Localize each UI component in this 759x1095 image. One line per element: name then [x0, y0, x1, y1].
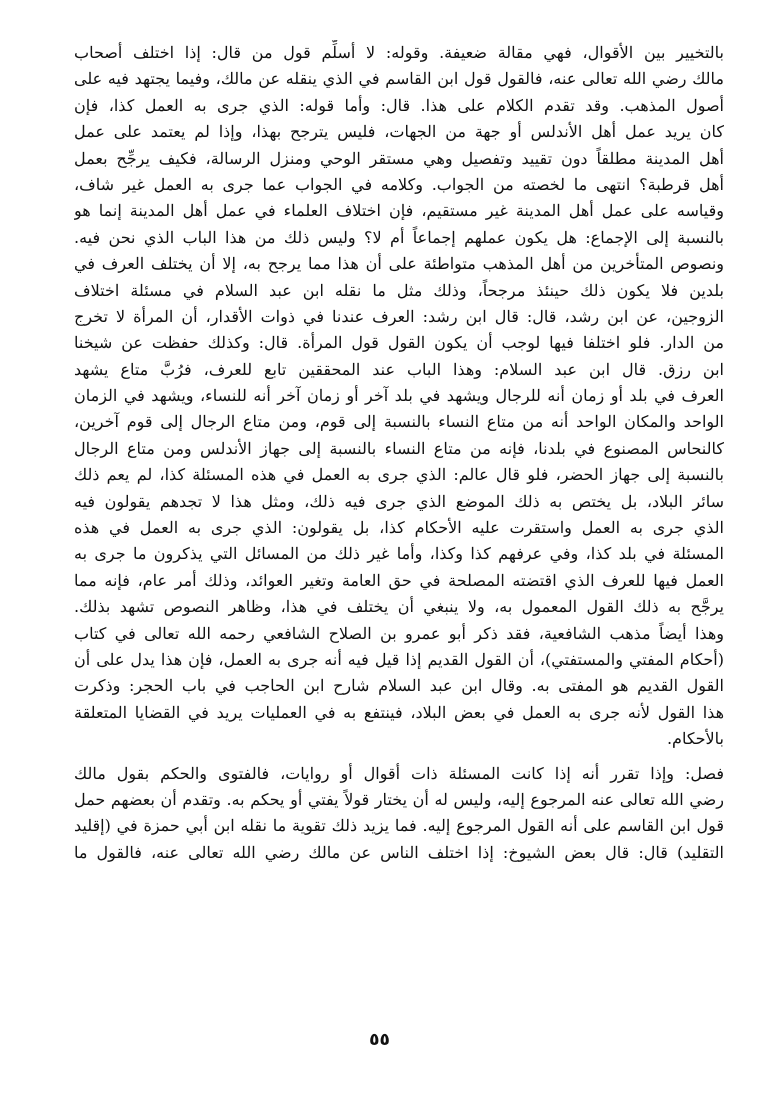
- text-line: المسئلة في بلد كذا، وفي عرفهم كذا وكذا، وأما غير ذلك من المسائل التي يذكرون ما جرى به: [74, 544, 724, 564]
- text-line: أهل قرطبة؟ انتهى ما لخصته من الجواب. وكلامه في الجواب عما جرى به العمل غير شاف،: [74, 174, 724, 194]
- text-line: الزوجين، عن ابن رشد، قال: قال ابن رشد: العرف عندنا في ذوات الأقدار، أن المرأة لا تخرج: [74, 306, 724, 326]
- text-line: من الدار. فلو اختلفا فيها لوجب أن يكون القول قول المرأة. قال: وكذلك حفظت عن شيخنا: [74, 333, 724, 353]
- text-line: العمل فيها للعرف الذي اقتضته المصلحة في حق العامة وتغير العوائد، وذلك أمر عام، فإنه مما: [74, 570, 724, 590]
- text-line: كان يريد عمل أهل الأندلس أو جهة من الجهات، فليس يترجح بهذا، وإذا لم يعتمد على عمل: [74, 122, 724, 142]
- text-line: وهذا أيضاً مذهب الشافعية، فقد ذكر أبو عمرو بن الصلاح الشافعي رحمه الله تعالى في كتاب: [74, 623, 724, 643]
- text-line: بالنسبة إلى الإجماع: هل يكون عملهم إجماعاً أم لا؟ وليس ذلك من هذا الباب الذي نحن فيه.: [74, 227, 724, 247]
- text-line: ابن رزق. قال ابن عبد السلام: وهذا الباب عند المحققين تابع للعرف، فرُبَّ متاع يشهد: [74, 359, 724, 379]
- text-line: الواحد والمكان الواحد أنه من متاع النساء بالنسبة إلى قوم، ومن متاع الرجال إلى قوم آخرين،: [74, 412, 724, 432]
- text-line: يرجَّح به ذلك القول المعمول به، ولا ينبغي أن يختلف في هذا، وظاهر النصوص تشهد بذلك.: [74, 597, 724, 617]
- text-line: الذي جرى به العمل واستقرت عليه الأحكام كذا، بل يقولون: الذي جرى به العمل في هذه: [74, 518, 724, 538]
- text-line: أهل المدينة مطلقاً دون تقييد وتفصيل وهي مستقر الوحي ومنزل الرسالة، فكيف يرجِّح بعمل: [74, 148, 724, 168]
- text-line: رضي الله تعالى عنه المرجوع إليه، وليس له أن يختار قولاً يفتي أو يحكم به. وتقدم أن بعضهم حمل: [74, 789, 724, 809]
- text-line: هذا القول لأنه جرى به العمل في بعض البلاد، فينتفع به في العمليات يريد في القضايا المتعلقة: [74, 702, 724, 722]
- text-line: القول القديم هو المفتى به. وقال ابن عبد السلام شارح ابن الحاجب في باب الحجر: وذكرت: [74, 676, 724, 696]
- text-line: (أحكام المفتي والمستفتي)، أن القول القديم إذا قيل فيه أنه جرى به العمل، فإن هذا يدل على أن: [74, 649, 724, 669]
- text-line: العرف في بلد أو زمان أنه للرجال ويشهد في بلد آخر أو زمان آخر أنه للنساء، ويشهد في الزمان: [74, 386, 724, 406]
- text-line: مالك رضي الله تعالى عنه، فالقول قول ابن القاسم في الذي ينقله عن مالك، وفيما يجتهد فيه على: [74, 69, 724, 89]
- text-line: سائر البلاد، بل يختص به ذلك الموضع الذي جرى فيه ذلك، ومثل هذا لا تجدهم يقولون فيه: [74, 491, 724, 511]
- section-paragraph: [74, 761, 724, 867]
- paragraph-gap: [74, 753, 724, 761]
- text-line: التقليد) قال: قال بعض الشيوخ: إذا اختلف الناس عن مالك رضي الله تعالى عنه، فالقول ما: [74, 842, 724, 862]
- main-text-block: [74, 40, 724, 753]
- text-line: فصل: وإذا تقرر أنه إذا كانت المسئلة ذات أقوال أو روايات، فالفتوى والحكم بقول مالك: [74, 763, 724, 783]
- text-line: بالتخيير بين الأقوال، فهي مقالة ضعيفة. وقوله: لا أسلِّم قول من قال: إذا اختلف أصحاب: [74, 43, 724, 62]
- text-line: قول ابن القاسم على أنه القول المرجوع إليه. فما يزيد ذلك تقوية ما نقله ابن أبي حمزة في (إقليد: [74, 816, 724, 836]
- text-line: كالنحاس المصنوع في بلدنا، فإنه من متاع النساء بالنسبة إلى جهاز الأندلس ومن متاع الرجال: [74, 438, 724, 458]
- text-line: أصول المذهب. وقد تقدم الكلام على هذا. قال: وأما قوله: الذي جرى به العمل كذا، فإن: [74, 95, 724, 115]
- text-line: بالأحكام.: [666, 729, 724, 749]
- text-line: بالنسبة إلى جهاز الحضر، فلو قال عالم: الذي جرى به العمل في هذه المسئلة كذا، لم يعم ذلك: [74, 465, 724, 485]
- page-number: ٥٥: [369, 1030, 390, 1050]
- text-line: وقياسه على عمل أهل المدينة غير مستقيم، فإن اختلاف العلماء في عمل أهل المدينة إنما هو: [74, 201, 724, 221]
- page-body: [74, 40, 724, 866]
- text-line: بلدين فلا يكون ذلك حينئذ مرجحاً، وذلك مثل ما نقله ابن عبد السلام في مسئلة اختلاف: [74, 280, 724, 300]
- text-line: ونصوص المتأخرين من أهل المذهب متواطئة على أن هذا مما يرجح به، إلا أن يختلف العرف في: [74, 254, 724, 274]
